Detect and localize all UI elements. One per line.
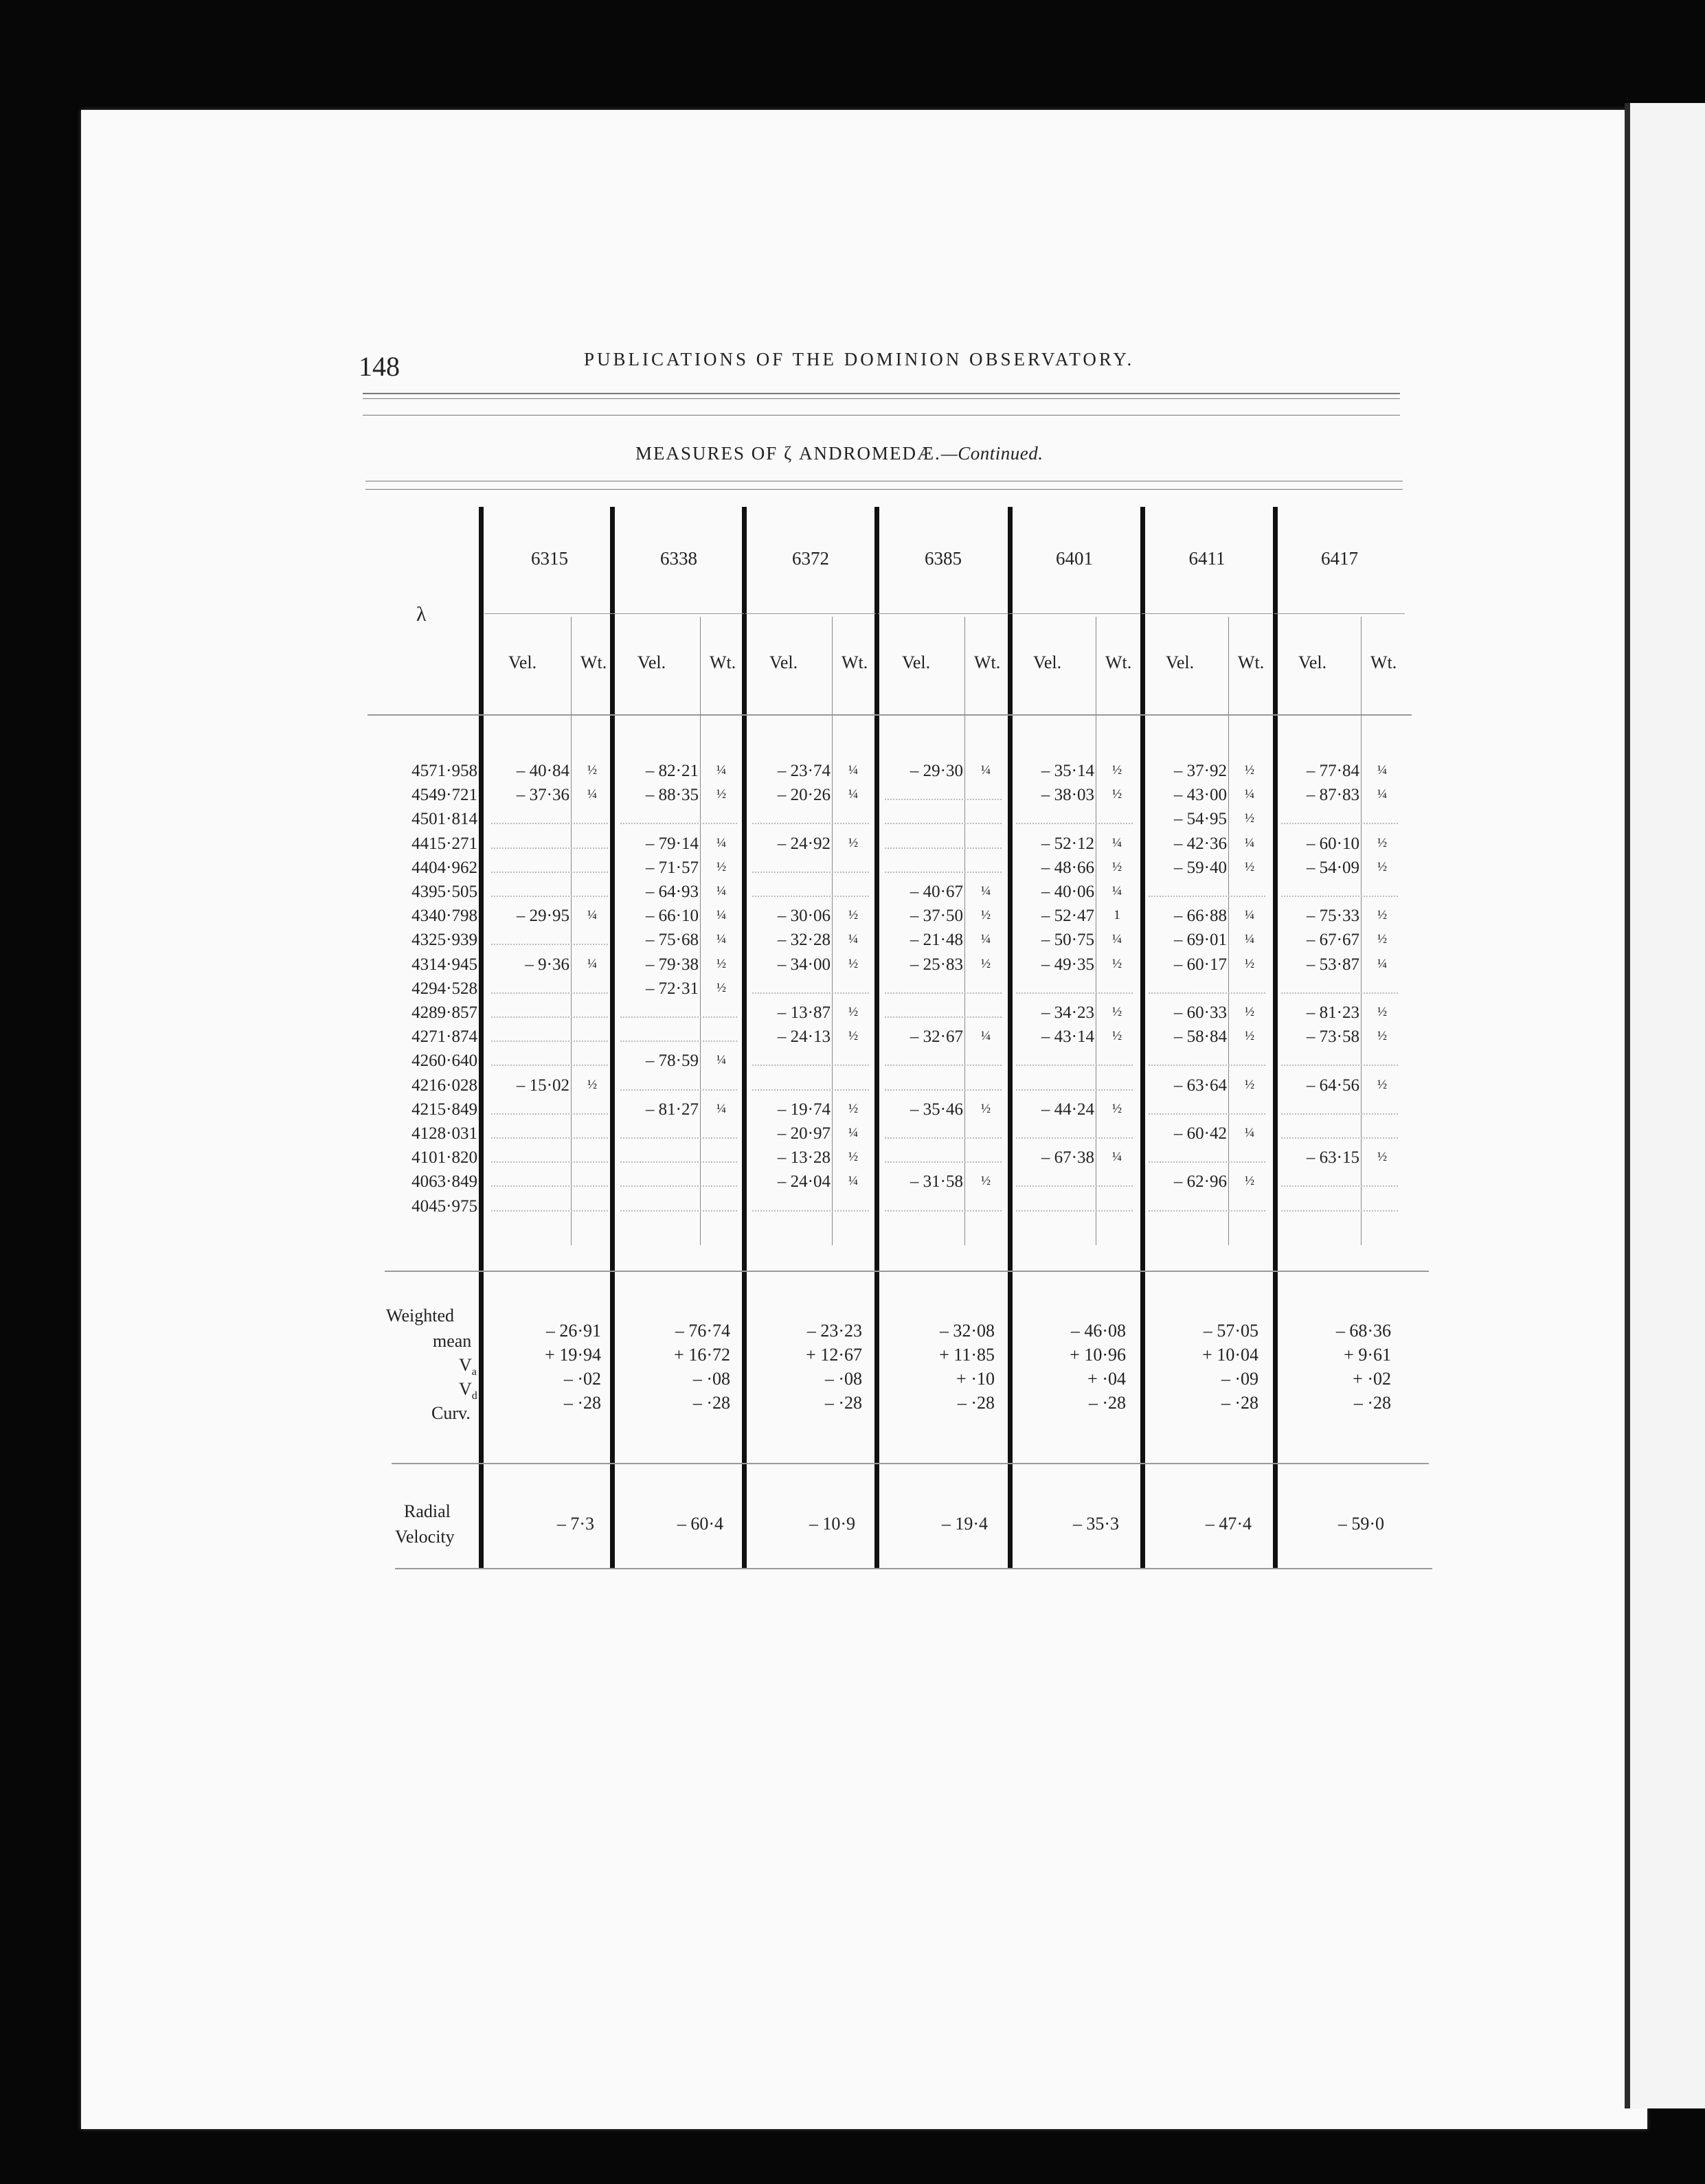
weight-cell: ½ bbox=[848, 1005, 859, 1019]
weighted-mean-value: – 57·05 bbox=[1203, 1321, 1258, 1341]
weight-cell: ¼ bbox=[980, 1029, 991, 1044]
curv-value: – ·28 bbox=[1088, 1393, 1126, 1413]
velocity-cell: – 71·57 bbox=[645, 858, 699, 877]
plate-number: 6385 bbox=[925, 548, 962, 569]
empty-row-leader bbox=[620, 1210, 737, 1212]
weighted-mean-value: – 23·23 bbox=[806, 1321, 862, 1341]
weight-cell: ½ bbox=[848, 1029, 859, 1044]
velocity-cell: – 35·14 bbox=[1041, 762, 1094, 780]
curv-value: – ·28 bbox=[957, 1393, 995, 1413]
velocity-cell: – 78·59 bbox=[645, 1051, 699, 1071]
radial-velocity-value: – 59·0 bbox=[1337, 1514, 1384, 1534]
weight-cell: ¼ bbox=[1377, 787, 1388, 802]
velocity-cell: – 13·87 bbox=[777, 1003, 831, 1022]
book-spine bbox=[1625, 103, 1630, 2108]
weight-cell: ½ bbox=[980, 908, 991, 923]
label-va-sub: a bbox=[471, 1366, 477, 1378]
vel-header: Vel. bbox=[769, 652, 798, 672]
velocity-cell: – 40·06 bbox=[1041, 883, 1094, 901]
radial-velocity-value: – 10·9 bbox=[809, 1514, 855, 1534]
vel-header: Vel. bbox=[1166, 652, 1195, 672]
wt-header: Wt. bbox=[1370, 652, 1397, 672]
weight-cell: ½ bbox=[848, 1101, 859, 1116]
weight-cell: ½ bbox=[1377, 835, 1388, 850]
empty-row-leader bbox=[1281, 992, 1398, 994]
radial-velocity-value: – 19·4 bbox=[941, 1514, 988, 1534]
weight-cell: ¼ bbox=[716, 1101, 727, 1116]
velocity-cell: – 58·84 bbox=[1173, 1027, 1227, 1047]
velocity-cell: – 25·83 bbox=[910, 955, 963, 974]
empty-row-leader bbox=[1149, 1065, 1265, 1066]
va-value: + 10·96 bbox=[1070, 1345, 1126, 1365]
weight-cell: ½ bbox=[587, 1077, 598, 1092]
velocity-cell: – 42·36 bbox=[1173, 834, 1227, 853]
weight-cell: ½ bbox=[1377, 908, 1388, 923]
weight-cell: ¼ bbox=[1377, 956, 1388, 971]
weight-cell: ½ bbox=[848, 1150, 859, 1165]
label-mean: mean bbox=[433, 1331, 472, 1351]
empty-row-leader bbox=[620, 1089, 737, 1091]
weight-cell: ¼ bbox=[848, 787, 859, 802]
weight-cell: ¼ bbox=[716, 932, 727, 947]
empty-row-leader bbox=[1281, 1137, 1398, 1139]
velocity-cell: – 52·12 bbox=[1041, 834, 1094, 853]
weighted-mean-value: – 76·74 bbox=[675, 1321, 730, 1341]
wt-header: Wt. bbox=[1238, 652, 1265, 672]
wavelength-label: 4395·505 bbox=[411, 883, 477, 901]
empty-row-leader bbox=[752, 823, 869, 824]
plate-number: 6417 bbox=[1321, 548, 1358, 569]
label-radial: Radial bbox=[404, 1501, 451, 1521]
plate-header-rule bbox=[878, 613, 1008, 614]
velocity-cell: – 66·10 bbox=[645, 907, 699, 926]
weight-cell: ½ bbox=[1377, 932, 1388, 947]
curv-value: – ·28 bbox=[563, 1393, 601, 1413]
wavelength-label: 4571·958 bbox=[411, 762, 477, 780]
weight-cell: ¼ bbox=[716, 835, 727, 850]
velocity-cell: – 19·74 bbox=[777, 1100, 831, 1119]
velocity-cell: – 53·87 bbox=[1306, 955, 1359, 974]
weight-cell: ½ bbox=[1111, 763, 1122, 777]
header-rule-1 bbox=[363, 393, 1400, 394]
weight-cell: ¼ bbox=[848, 763, 859, 777]
radial-velocity-value: – 60·4 bbox=[677, 1514, 723, 1534]
weight-cell: ½ bbox=[1244, 1174, 1255, 1189]
velocity-cell: – 82·21 bbox=[645, 762, 699, 780]
velocity-cell: – 54·95 bbox=[1173, 810, 1227, 829]
weight-cell: ½ bbox=[1244, 763, 1255, 777]
weight-cell: ½ bbox=[1111, 1029, 1122, 1044]
velocity-cell: – 13·28 bbox=[777, 1148, 831, 1168]
empty-row-leader bbox=[885, 1089, 1002, 1091]
velocity-cell: – 24·92 bbox=[777, 834, 831, 853]
running-head: PUBLICATIONS OF THE DOMINION OBSERVATORY. bbox=[584, 349, 1135, 369]
velocity-cell: – 64·56 bbox=[1306, 1076, 1359, 1095]
wavelength-label: 4340·798 bbox=[411, 907, 477, 926]
velocity-cell: – 77·84 bbox=[1306, 762, 1359, 780]
weight-cell: ½ bbox=[848, 835, 859, 850]
velocity-cell: – 81·27 bbox=[645, 1100, 699, 1119]
velocity-cell: – 15·02 bbox=[516, 1076, 569, 1095]
vel-header: Vel. bbox=[508, 652, 537, 672]
lambda-header: λ bbox=[416, 603, 427, 626]
velocity-cell: – 52·47 bbox=[1041, 907, 1094, 926]
velocity-cell: – 73·58 bbox=[1306, 1027, 1359, 1047]
weight-cell: ¼ bbox=[716, 1053, 727, 1068]
empty-row-leader bbox=[1281, 1065, 1398, 1066]
weight-cell: ½ bbox=[1111, 859, 1122, 874]
velocity-cell: – 37·50 bbox=[910, 907, 963, 926]
weight-cell: ½ bbox=[1377, 1029, 1388, 1044]
velocity-cell: – 43·14 bbox=[1041, 1027, 1094, 1047]
table-title-text: MEASURES OF ζ ANDROMEDÆ. bbox=[635, 443, 941, 464]
weight-cell: ½ bbox=[716, 956, 727, 971]
empty-row-leader bbox=[1149, 1210, 1265, 1212]
weight-cell: ¼ bbox=[1111, 884, 1122, 898]
table-bottom-rule bbox=[395, 1568, 1432, 1569]
empty-row-leader bbox=[752, 1065, 869, 1066]
velocity-cell: – 20·26 bbox=[777, 786, 831, 805]
curv-value: – ·28 bbox=[1353, 1393, 1391, 1413]
wt-header: Wt. bbox=[710, 652, 736, 672]
weight-cell: ½ bbox=[1244, 1005, 1255, 1019]
velocity-cell: – 72·31 bbox=[645, 979, 699, 998]
wt-header: Wt. bbox=[842, 652, 868, 672]
velocity-cell: – 32·67 bbox=[910, 1027, 963, 1047]
weight-cell: ¼ bbox=[1244, 835, 1255, 850]
wavelength-label: 4404·962 bbox=[411, 858, 477, 877]
weight-cell: ½ bbox=[1244, 811, 1255, 826]
velocity-cell: – 32·28 bbox=[777, 931, 831, 950]
velocity-cell: – 60·42 bbox=[1173, 1124, 1227, 1143]
table-title bbox=[635, 443, 1043, 464]
wavelength-label: 4314·945 bbox=[411, 955, 477, 974]
wt-header: Wt. bbox=[1105, 652, 1132, 672]
wavelength-label: 4271·874 bbox=[411, 1027, 477, 1047]
velocity-cell: – 35·46 bbox=[910, 1100, 963, 1119]
label-vd-text: V bbox=[459, 1379, 472, 1399]
weight-cell: ½ bbox=[980, 1101, 991, 1116]
velocity-cell: – 69·01 bbox=[1173, 931, 1227, 950]
empty-row-leader bbox=[752, 872, 869, 873]
velocity-cell: – 87·83 bbox=[1306, 786, 1359, 805]
weight-cell: ¼ bbox=[980, 932, 991, 947]
weight-cell: ½ bbox=[980, 1174, 991, 1189]
empty-row-leader bbox=[885, 992, 1002, 994]
empty-row-leader bbox=[1281, 823, 1398, 824]
va-value: + 9·61 bbox=[1344, 1345, 1391, 1365]
curv-value: – ·28 bbox=[1221, 1393, 1258, 1413]
plate-header-rule bbox=[745, 613, 876, 614]
plate-header-rule bbox=[1274, 613, 1405, 614]
empty-row-leader bbox=[491, 1185, 608, 1187]
weight-cell: ½ bbox=[1244, 1029, 1255, 1044]
weight-cell: ½ bbox=[1111, 1005, 1122, 1019]
weight-cell: ½ bbox=[1111, 1101, 1122, 1116]
va-value: + 10·04 bbox=[1202, 1345, 1258, 1365]
plate-header-rule bbox=[613, 613, 744, 614]
vd-value: + ·10 bbox=[956, 1369, 995, 1389]
vel-header: Vel. bbox=[902, 652, 931, 672]
vd-value: – ·08 bbox=[692, 1369, 730, 1389]
document-page bbox=[81, 110, 1647, 2129]
velocity-cell: – 49·35 bbox=[1041, 955, 1094, 974]
vd-value: + ·04 bbox=[1087, 1369, 1126, 1389]
velocity-cell: – 29·95 bbox=[516, 907, 569, 926]
velocity-cell: – 81·23 bbox=[1306, 1003, 1359, 1022]
velocity-cell: – 43·00 bbox=[1173, 786, 1227, 805]
velocity-cell: – 50·75 bbox=[1041, 931, 1094, 950]
weight-cell: ¼ bbox=[1111, 1150, 1122, 1165]
weight-cell: ½ bbox=[587, 763, 598, 777]
weight-cell: ½ bbox=[1377, 859, 1388, 874]
empty-row-leader bbox=[885, 1137, 1002, 1139]
vd-value: + ·02 bbox=[1353, 1369, 1391, 1389]
weight-cell: ½ bbox=[716, 859, 727, 874]
vd-value: – ·09 bbox=[1221, 1369, 1258, 1389]
empty-row-leader bbox=[491, 1210, 608, 1212]
wt-header: Wt. bbox=[974, 652, 1001, 672]
velocity-cell: – 29·30 bbox=[910, 762, 963, 780]
weight-cell: ¼ bbox=[587, 908, 598, 923]
empty-row-leader bbox=[620, 823, 737, 824]
plate-header-rule bbox=[484, 613, 615, 614]
velocity-cell: – 54·09 bbox=[1306, 858, 1359, 877]
empty-row-leader bbox=[1281, 896, 1398, 897]
velocity-cell: – 37·92 bbox=[1173, 762, 1227, 780]
wavelength-label: 4549·721 bbox=[411, 786, 477, 805]
label-va bbox=[459, 1356, 477, 1378]
wt-header: Wt. bbox=[580, 652, 607, 672]
weight-cell: ¼ bbox=[1244, 932, 1255, 947]
velocity-cell: – 79·14 bbox=[645, 834, 699, 853]
empty-row-leader bbox=[1016, 1210, 1133, 1212]
wavelength-label: 4325·939 bbox=[411, 931, 477, 950]
velocity-cell: – 48·66 bbox=[1041, 858, 1094, 877]
vel-header: Vel. bbox=[1298, 652, 1327, 672]
weight-cell: ¼ bbox=[980, 884, 991, 898]
plate-number: 6372 bbox=[792, 548, 829, 569]
weight-cell: ¼ bbox=[848, 932, 859, 947]
weight-cell: ½ bbox=[1111, 956, 1122, 971]
weight-cell: ½ bbox=[1377, 1005, 1388, 1019]
weight-cell: ¼ bbox=[716, 908, 727, 923]
plate-number: 6338 bbox=[660, 548, 697, 569]
weighted-mean-value: – 26·91 bbox=[545, 1321, 601, 1341]
radial-velocity-value: – 35·3 bbox=[1072, 1514, 1119, 1534]
weight-cell: ¼ bbox=[587, 956, 598, 971]
velocity-cell: – 9·36 bbox=[525, 955, 569, 974]
curv-value: – ·28 bbox=[824, 1393, 862, 1413]
wavelength-label: 4216·028 bbox=[411, 1076, 477, 1095]
header-bottom-rule bbox=[368, 714, 1412, 716]
wavelength-label: 4063·849 bbox=[411, 1172, 477, 1192]
plate-number: 6401 bbox=[1056, 548, 1093, 569]
empty-row-leader bbox=[1281, 1185, 1398, 1187]
velocity-cell: – 34·23 bbox=[1041, 1003, 1094, 1022]
wavelength-label: 4501·814 bbox=[411, 810, 477, 829]
velocity-cell: – 60·10 bbox=[1306, 834, 1359, 853]
wavelength-label: 4289·857 bbox=[411, 1003, 477, 1022]
plate-header-rule bbox=[1009, 613, 1140, 614]
velocity-cell: – 75·68 bbox=[645, 931, 699, 950]
weight-cell: ¼ bbox=[1111, 835, 1122, 850]
empty-row-leader bbox=[491, 1040, 608, 1042]
velocity-cell: – 20·97 bbox=[777, 1124, 831, 1143]
velocity-cell: – 24·13 bbox=[777, 1027, 831, 1047]
weight-cell: 1 bbox=[1114, 908, 1120, 923]
velocity-cell: – 21·48 bbox=[910, 931, 963, 950]
velocity-cell: – 37·36 bbox=[516, 786, 569, 805]
vd-value: – ·02 bbox=[563, 1369, 601, 1389]
vel-header: Vel. bbox=[1033, 652, 1062, 672]
weight-cell: ¼ bbox=[716, 763, 727, 777]
weight-cell: ¼ bbox=[587, 787, 598, 802]
weighted-mean-value: – 68·36 bbox=[1335, 1321, 1391, 1341]
radial-velocity-value: – 7·3 bbox=[556, 1514, 594, 1534]
weight-cell: ¼ bbox=[980, 763, 991, 777]
velocity-cell: – 38·03 bbox=[1041, 786, 1094, 805]
vd-value: – ·08 bbox=[824, 1369, 862, 1389]
velocity-cell: – 79·38 bbox=[645, 955, 699, 974]
velocity-cell: – 60·17 bbox=[1173, 955, 1227, 974]
empty-row-leader bbox=[885, 1210, 1002, 1212]
empty-row-leader bbox=[885, 823, 1002, 824]
velocity-cell: – 59·40 bbox=[1173, 858, 1227, 877]
weight-cell: ½ bbox=[1111, 787, 1122, 802]
wavelength-label: 4101·820 bbox=[411, 1148, 477, 1168]
vel-wt-divider bbox=[1361, 617, 1362, 1245]
weight-cell: ½ bbox=[980, 956, 991, 971]
wavelength-label: 4128·031 bbox=[411, 1124, 477, 1143]
wavelength-label: 4415·271 bbox=[411, 834, 477, 853]
velocity-cell: – 67·38 bbox=[1041, 1148, 1094, 1168]
velocity-cell: – 88·35 bbox=[645, 786, 699, 805]
velocity-cell: – 34·00 bbox=[777, 955, 831, 974]
va-value: + 11·85 bbox=[939, 1345, 995, 1365]
label-va-text: V bbox=[459, 1355, 472, 1375]
velocity-cell: – 67·67 bbox=[1306, 931, 1359, 950]
va-value: + 16·72 bbox=[674, 1345, 730, 1365]
empty-row-leader bbox=[1149, 992, 1265, 994]
weight-cell: ¼ bbox=[1244, 908, 1255, 923]
empty-row-leader bbox=[1149, 1113, 1265, 1115]
plate-number: 6315 bbox=[531, 548, 568, 569]
wavelength-label: 4294·528 bbox=[411, 979, 477, 998]
weight-cell: ½ bbox=[1244, 1077, 1255, 1092]
empty-row-leader bbox=[1016, 1065, 1133, 1066]
weight-cell: ½ bbox=[1377, 1150, 1388, 1165]
label-weighted: Weighted bbox=[386, 1306, 454, 1326]
page-number: 148 bbox=[359, 351, 400, 382]
velocity-cell: – 24·04 bbox=[777, 1172, 831, 1192]
weight-cell: ¼ bbox=[1111, 932, 1122, 947]
velocity-cell: – 63·15 bbox=[1306, 1148, 1359, 1168]
plate-header-rule bbox=[1142, 613, 1272, 614]
weight-cell: ½ bbox=[716, 787, 727, 802]
weight-cell: ¼ bbox=[1244, 787, 1255, 802]
empty-row-leader bbox=[1281, 1113, 1398, 1115]
curv-value: – ·28 bbox=[692, 1393, 730, 1413]
wavelength-label: 4215·849 bbox=[411, 1100, 477, 1119]
va-value: + 12·67 bbox=[806, 1345, 862, 1365]
weight-cell: ½ bbox=[716, 980, 727, 995]
velocity-cell: – 40·84 bbox=[516, 762, 569, 780]
velocity-cell: – 31·58 bbox=[910, 1172, 963, 1192]
velocity-cell: – 23·74 bbox=[777, 762, 831, 780]
header-rule-3 bbox=[363, 415, 1400, 416]
summary-bottom-rule bbox=[392, 1463, 1429, 1464]
empty-row-leader bbox=[752, 1089, 869, 1091]
empty-row-leader bbox=[752, 1210, 869, 1212]
facing-page-edge bbox=[1630, 103, 1705, 2108]
empty-row-leader bbox=[885, 1065, 1002, 1066]
label-vd-sub: d bbox=[471, 1390, 477, 1402]
velocity-cell: – 40·67 bbox=[910, 883, 963, 901]
weight-cell: ½ bbox=[1244, 956, 1255, 971]
label-curv: Curv. bbox=[431, 1403, 471, 1423]
weight-cell: ¼ bbox=[848, 1174, 859, 1189]
empty-row-leader bbox=[1149, 896, 1265, 897]
empty-row-leader bbox=[491, 1137, 608, 1139]
weight-cell: ¼ bbox=[848, 1126, 859, 1140]
va-value: + 19·94 bbox=[545, 1345, 601, 1365]
label-velocity: Velocity bbox=[395, 1527, 455, 1547]
weight-cell: ½ bbox=[1244, 859, 1255, 874]
weight-cell: ½ bbox=[848, 908, 859, 923]
table-top-rule-2 bbox=[365, 489, 1403, 490]
weight-cell: ¼ bbox=[1377, 763, 1388, 777]
velocity-cell: – 66·88 bbox=[1173, 907, 1227, 926]
velocity-cell: – 30·06 bbox=[777, 907, 831, 926]
vel-header: Vel. bbox=[637, 652, 666, 672]
weight-cell: ¼ bbox=[1244, 1126, 1255, 1140]
empty-row-leader bbox=[491, 1161, 608, 1163]
header-rule-2 bbox=[363, 398, 1400, 399]
label-vd bbox=[459, 1380, 477, 1402]
empty-row-leader bbox=[491, 823, 608, 824]
weight-cell: ½ bbox=[1377, 1077, 1388, 1092]
weighted-mean-value: – 32·08 bbox=[939, 1321, 995, 1341]
velocity-cell: – 75·33 bbox=[1306, 907, 1359, 926]
velocity-cell: – 62·96 bbox=[1173, 1172, 1227, 1192]
table-title-suffix: —Continued. bbox=[940, 443, 1043, 464]
weight-cell: ¼ bbox=[716, 884, 727, 898]
radial-velocity-value: – 47·4 bbox=[1205, 1514, 1252, 1534]
velocity-cell: – 64·93 bbox=[645, 883, 699, 901]
velocity-cell: – 63·64 bbox=[1173, 1076, 1227, 1095]
data-bottom-rule bbox=[385, 1271, 1429, 1272]
wavelength-label: 4045·975 bbox=[411, 1196, 477, 1216]
empty-row-leader bbox=[491, 1016, 608, 1018]
weighted-mean-value: – 46·08 bbox=[1070, 1321, 1126, 1341]
velocity-cell: – 60·33 bbox=[1173, 1003, 1227, 1022]
velocity-cell: – 44·24 bbox=[1041, 1100, 1094, 1119]
plate-number: 6411 bbox=[1188, 548, 1226, 569]
empty-row-leader bbox=[1016, 992, 1133, 994]
wavelength-label: 4260·640 bbox=[411, 1051, 477, 1071]
weight-cell: ½ bbox=[848, 956, 859, 971]
empty-row-leader bbox=[1281, 1210, 1398, 1212]
empty-row-leader bbox=[752, 992, 869, 994]
